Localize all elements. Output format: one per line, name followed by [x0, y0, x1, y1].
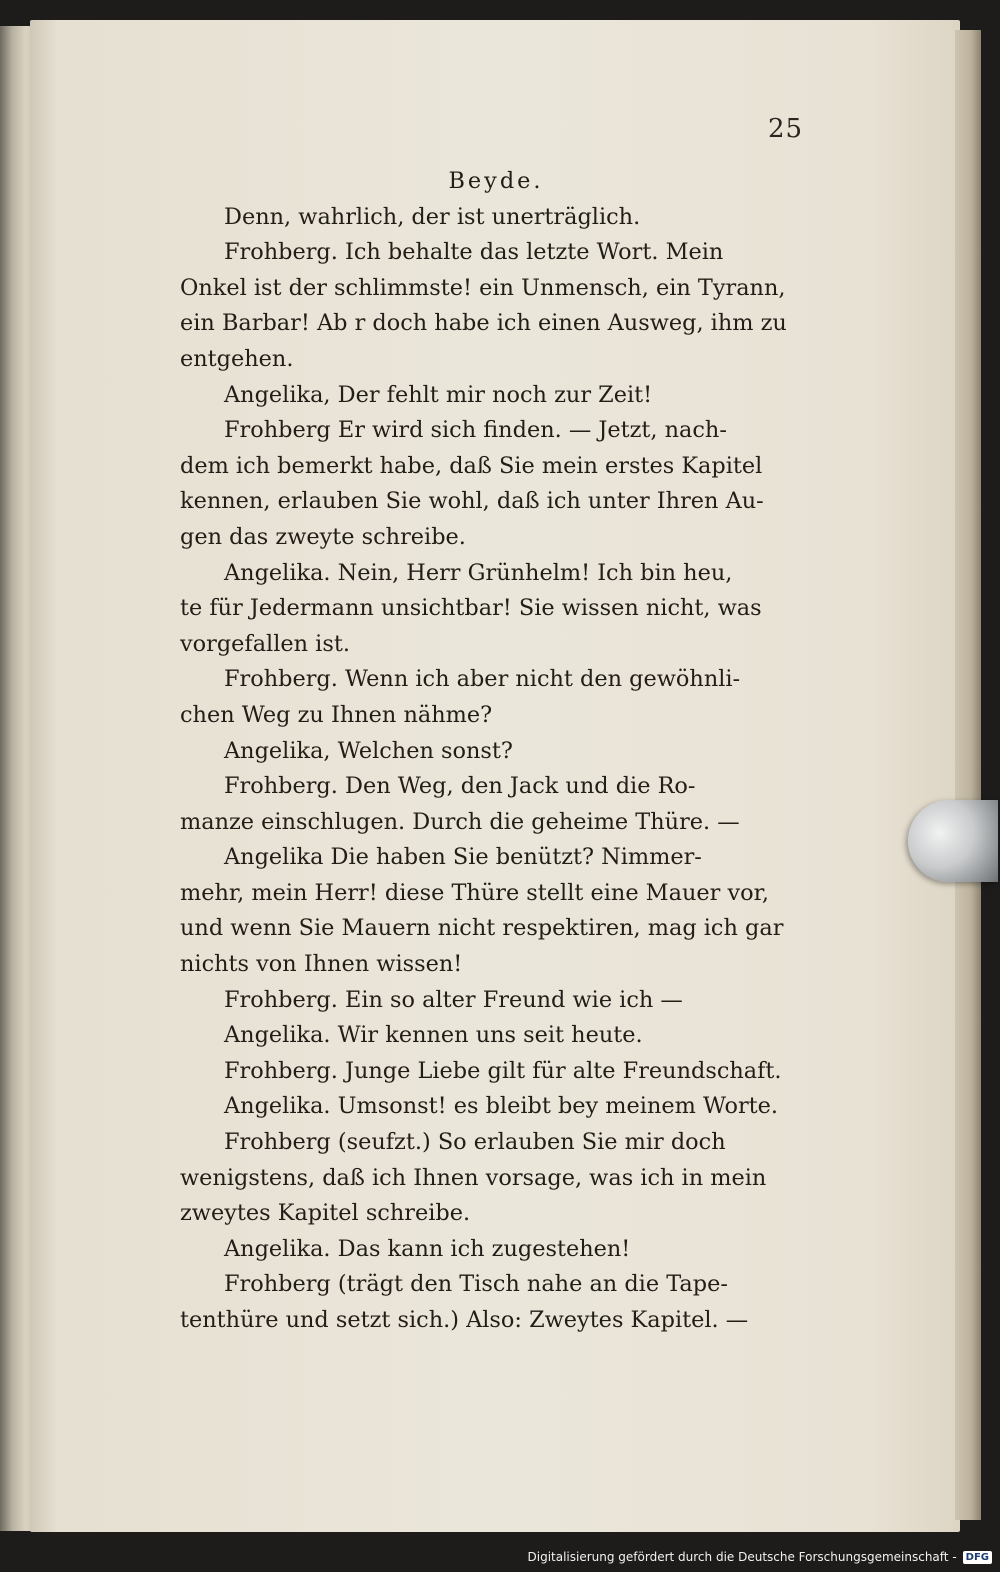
text-line: Angelika. Wir kennen uns seit heute. [224, 1022, 643, 1049]
text-line: vorgefallen ist. [180, 630, 350, 657]
text-line: Angelika, Welchen sonst? [224, 737, 513, 764]
text-line: Frohberg. Wenn ich aber nicht den gewöhnli- [224, 666, 741, 693]
text-line: Onkel ist der schlimmste! ein Unmensch, ein Tyrann, [180, 274, 786, 301]
text-line: chen Weg zu Ihnen nähme? [180, 701, 493, 728]
text-line: Beyde. [448, 168, 544, 194]
page-clip [908, 800, 998, 882]
text-line: wenigstens, daß ich Ihnen vorsage, was ich in mein [180, 1164, 767, 1191]
text-line: gen das zweyte schreibe. [180, 523, 466, 550]
text-line: te für Jedermann unsichtbar! Sie wissen nicht, was [180, 595, 762, 622]
text-line: Angelika. Nein, Herr Grünhelm! Ich bin heu, [224, 559, 733, 586]
text-line: manze einschlugen. Durch die geheime Thüre. — [180, 808, 740, 835]
text-line: Denn, wahrlich, der ist unerträglich. [224, 203, 641, 230]
text-line: dem ich bemerkt habe, daß Sie mein erstes Kapitel [180, 452, 763, 479]
text-line: Frohberg. Den Weg, den Jack und die Ro- [224, 773, 696, 800]
text-line: Frohberg. Junge Liebe gilt für alte Freundschaft. [224, 1057, 782, 1084]
text-line: mehr, mein Herr! diese Thüre stellt eine Mauer vor, [180, 879, 769, 906]
dfg-logo: DFG [963, 1551, 992, 1564]
text-line: Angelika, Der fehlt mir noch zur Zeit! [224, 381, 653, 408]
text-line: ein Barbar! Ab r doch habe ich einen Ausweg, ihm zu [180, 310, 787, 337]
text-line: kennen, erlauben Sie wohl, daß ich unter Ihren Au- [180, 488, 764, 515]
text-line: Frohberg (seufzt.) So erlauben Sie mir doch [224, 1129, 726, 1156]
text-line: Angelika. Das kann ich zugestehen! [224, 1235, 631, 1262]
page-text [180, 164, 812, 1339]
text-line: nichts von Ihnen wissen! [180, 951, 463, 978]
right-page-edge [955, 30, 981, 1520]
text-line: Frohberg. Ich behalte das letzte Wort. Mein [224, 239, 724, 266]
text-line: Frohberg. Ein so alter Freund wie ich — [224, 986, 683, 1013]
text-line: tenthüre und setzt sich.) Also: Zweytes Kapitel. — [180, 1307, 749, 1333]
page-number: 25 [768, 114, 804, 144]
text-line: und wenn Sie Mauern nicht respektiren, mag ich gar [180, 915, 784, 942]
text-line: Angelika Die haben Sie benützt? Nimmer- [224, 844, 702, 871]
text-line: zweytes Kapitel schreibe. [180, 1200, 471, 1227]
text-line: Angelika. Umsonst! es bleibt bey meinem Worte. [224, 1093, 779, 1120]
text-line: entgehen. [180, 345, 294, 372]
text-line: Frohberg (trägt den Tisch nahe an die Tape- [224, 1271, 728, 1298]
footer-credit [528, 1546, 993, 1568]
text-line: Frohberg Er wird sich finden. — Jetzt, nach- [224, 417, 727, 444]
footer-credit-text: Digitalisierung gefördert durch die Deutsche Forschungsgemeinschaft - [527, 1550, 957, 1564]
